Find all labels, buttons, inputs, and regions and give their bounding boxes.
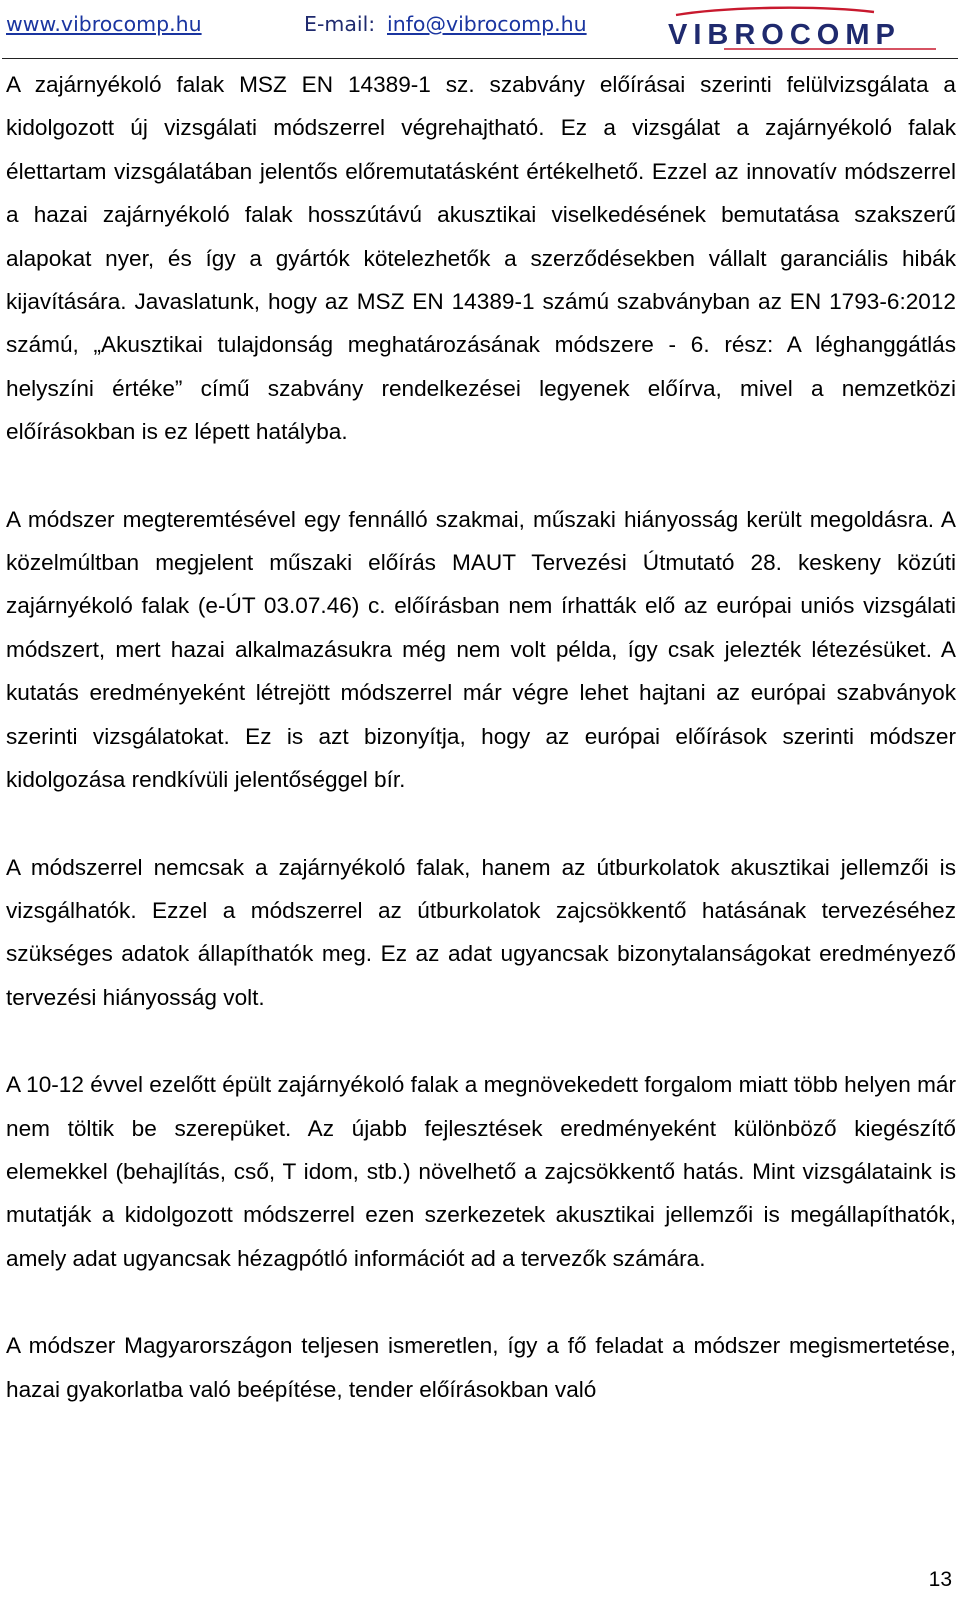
paragraph: A módszerrel nemcsak a zajárnyékoló falak, hanem az útburkolatok akusztikai jellemzői is vizsgálhatók. Ezzel a módszerrel az útburkolatok zajcsökkentő hatásának tervezéséhez szükséges adatok állapíthatók meg. Ez az adat ugyancsak bizonytalanságokat eredményező tervezési hiányosság volt. bbox=[6, 854, 956, 1010]
document-body bbox=[6, 63, 956, 1455]
email-label: E-mail: bbox=[304, 12, 376, 36]
website-link[interactable]: www.vibrocomp.hu bbox=[6, 12, 202, 36]
page-header bbox=[0, 0, 960, 58]
paragraph: A zajárnyékoló falak MSZ EN 14389-1 sz. szabvány előírásai szerinti felülvizsgálata a kidolgozott új vizsgálati módszerrel végrehajtható. Ez a vizsgálat a zajárnyékoló falak élettartam vizsgálatában jelentős előremutatásként értékelhető. Ezzel az innovatív módszerrel a hazai zajárnyékoló falak hosszútávú akusztikai viselkedésének bemutatása szakszerű alapokat nyer, és így a gyártók kötelezhetők a szerződésekben vállalt garanciális hibák kijavítására. Javaslatunk, hogy az MSZ EN 14389-1 számú szabványban az EN 1793-6:2012 számú, „Akusztikai tulajdonság meghatározásának módszere - 6. rész: A léghanggátlás helyszíni értéke” című szabvány rendelkezései legyenek előírva, mivel a nemzetközi előírásokban is ez lépett hatályba. bbox=[6, 72, 956, 445]
vibrocomp-logo bbox=[664, 6, 944, 52]
email-link[interactable]: info@vibrocomp.hu bbox=[387, 12, 587, 36]
logo-wordmark: VIBROCOMP bbox=[668, 19, 901, 51]
header-divider bbox=[2, 58, 958, 59]
page-number: 13 bbox=[928, 1568, 952, 1591]
paragraph: A módszer megteremtésével egy fennálló szakmai, műszaki hiányosság került megoldásra. A közelmúltban megjelent műszaki előírás MAUT Tervezési Útmutató 28. keskeny közúti zajárnyékoló falak (e-ÚT 03.07.46) c. előírásban nem írhatták elő az európai uniós vizsgálati módszert, mert hazai alkalmazásukra még nem volt példa, így csak jelezték létezésüket. A kutatás eredményeként létrejött módszerrel már végre lehet hajtani az európai szabványok szerinti vizsgálatokat. Ez is azt bizonyítja, hogy az európai előírások szerinti módszer kidolgozása rendkívüli jelentőséggel bír. bbox=[6, 506, 956, 793]
paragraph: A módszer Magyarországon teljesen ismeretlen, így a fő feladat a módszer megismertetése, hazai gyakorlatba való beépítése, tender előírásokban való bbox=[6, 1333, 956, 1402]
logo-red-swoosh bbox=[676, 8, 874, 15]
paragraph: A 10-12 évvel ezelőtt épült zajárnyékoló falak a megnövekedett forgalom miatt több helyen már nem töltik be szerepüket. Az újabb fejlesztések eredményeként különböző kiegészítő elemekkel (behajlítás, cső, T idom, stb.) növelhető a zajcsökkentő hatás. Mint vizsgálataink is mutatják a kidolgozott módszerrel ezen szerkezetek akusztikai jellemzői is megállapíthatók, amely adat ugyancsak hézagpótló információt ad a tervezők számára. bbox=[6, 1072, 956, 1271]
